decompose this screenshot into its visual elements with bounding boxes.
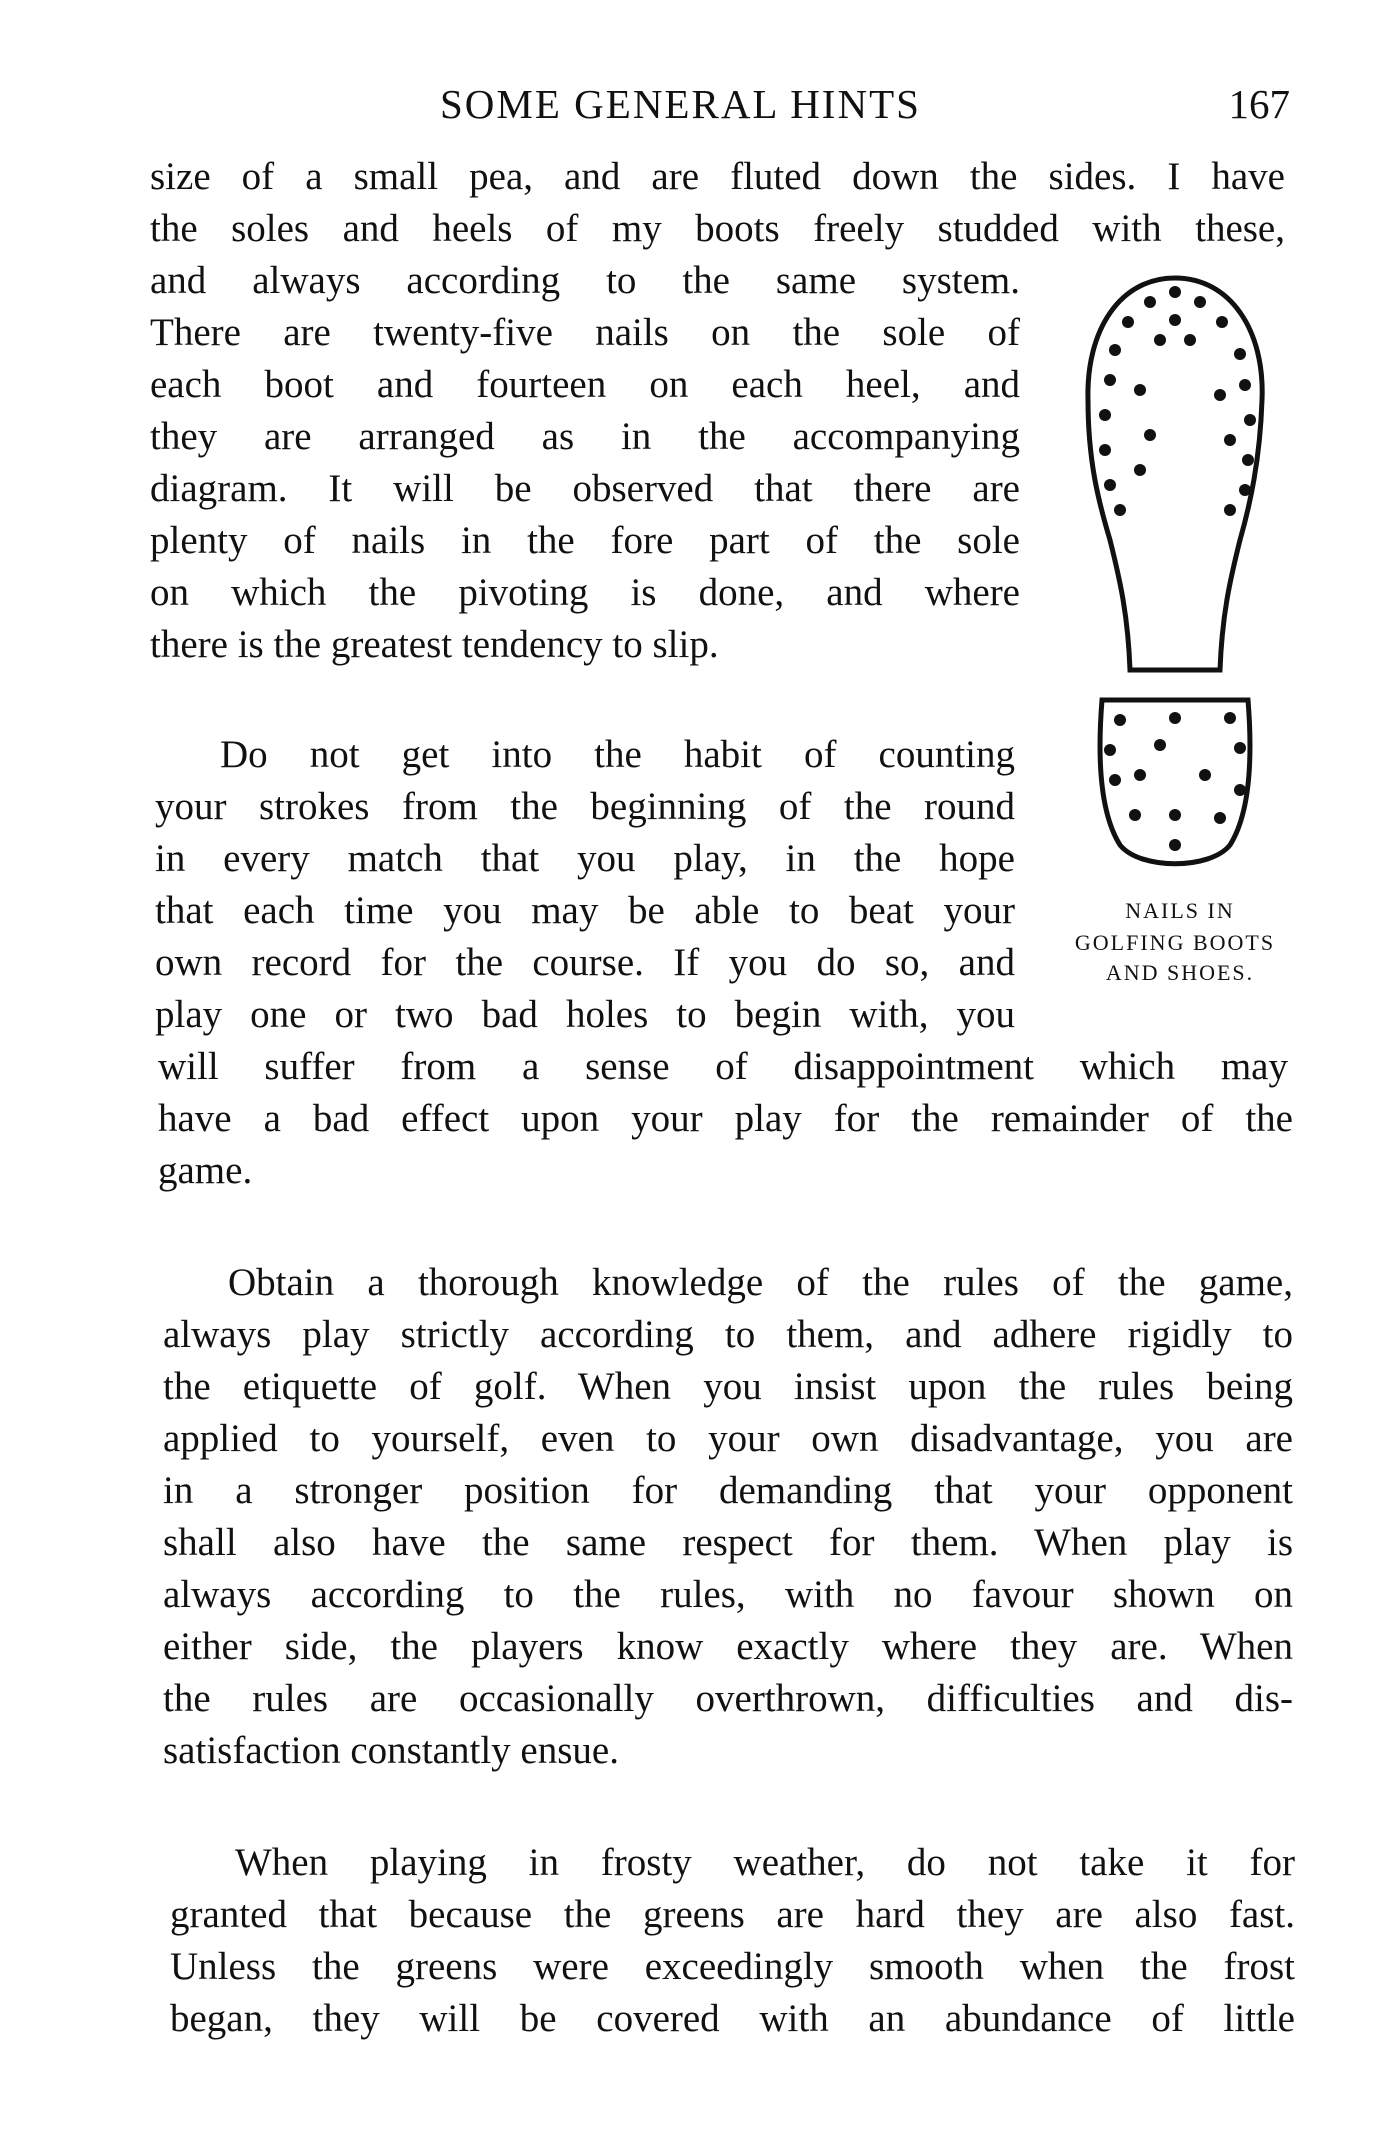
text-line: the soles and heels of my boots freely studded with these, bbox=[150, 207, 1285, 250]
text-line: game. bbox=[158, 1149, 253, 1192]
nail-dot bbox=[1234, 742, 1246, 754]
text-line: each boot and fourteen on each heel, and bbox=[150, 363, 1020, 406]
nail-dot bbox=[1169, 839, 1181, 851]
text-line: there is the greatest tendency to slip. bbox=[150, 623, 719, 666]
text-line: When playing in frosty weather, do not take it for bbox=[235, 1841, 1295, 1884]
nail-dot bbox=[1199, 769, 1211, 781]
sole-outline bbox=[1088, 278, 1262, 670]
nail-dot bbox=[1239, 484, 1251, 496]
text-line: on which the pivoting is done, and where bbox=[150, 571, 1020, 614]
nail-dot bbox=[1134, 769, 1146, 781]
nail-dot bbox=[1214, 812, 1226, 824]
text-line: in every match that you play, in the hope bbox=[155, 837, 1015, 880]
nail-dot bbox=[1099, 409, 1111, 421]
text-line: granted that because the greens are hard they are also fast. bbox=[170, 1893, 1295, 1936]
nail-dot bbox=[1214, 389, 1226, 401]
figure-caption-line: NAILS IN bbox=[1125, 898, 1235, 923]
text-line: your strokes from the beginning of the round bbox=[155, 785, 1015, 828]
text-line: There are twenty-five nails on the sole of bbox=[150, 311, 1020, 354]
boot-sole-diagram bbox=[1080, 270, 1270, 890]
nail-dot bbox=[1234, 784, 1246, 796]
nail-dot bbox=[1134, 464, 1146, 476]
nail-dot bbox=[1154, 739, 1166, 751]
text-line: diagram. It will be observed that there are bbox=[150, 467, 1020, 510]
nail-dot bbox=[1144, 296, 1156, 308]
figure-caption-line: GOLFING BOOTS bbox=[1074, 930, 1276, 955]
nail-dot bbox=[1109, 344, 1121, 356]
text-line: always play strictly according to them, and adhere rigidly to bbox=[163, 1313, 1293, 1356]
text-line: shall also have the same respect for them. When play is bbox=[163, 1521, 1293, 1564]
nail-dot bbox=[1244, 414, 1256, 426]
text-line: the etiquette of golf. When you insist upon the rules being bbox=[163, 1365, 1293, 1408]
nail-dot bbox=[1099, 444, 1111, 456]
nail-dot bbox=[1239, 379, 1251, 391]
text-line: Obtain a thorough knowledge of the rules of the game, bbox=[228, 1261, 1293, 1304]
page-header bbox=[150, 80, 1290, 140]
nail-dot bbox=[1154, 334, 1166, 346]
text-line: the rules are occasionally overthrown, difficulties and dis- bbox=[163, 1677, 1293, 1720]
nail-dot bbox=[1122, 316, 1134, 328]
nail-dot bbox=[1234, 348, 1246, 360]
running-head: SOME GENERAL HINTS bbox=[440, 81, 921, 127]
text-line: satisfaction constantly ensue. bbox=[163, 1729, 619, 1772]
figure-caption-line: AND SHOES. bbox=[1105, 960, 1255, 985]
text-line: in a stronger position for demanding that your opponent bbox=[163, 1469, 1293, 1512]
nail-dot bbox=[1169, 314, 1181, 326]
text-line: will suffer from a sense of disappointment which may bbox=[158, 1045, 1288, 1088]
nail-dot bbox=[1109, 774, 1121, 786]
nail-dot bbox=[1184, 334, 1196, 346]
text-line: play one or two bad holes to begin with, you bbox=[155, 993, 1015, 1036]
text-line: began, they will be covered with an abundance of little bbox=[170, 1997, 1295, 2040]
page-number: 167 bbox=[1228, 81, 1290, 127]
nail-dot bbox=[1242, 454, 1254, 466]
nail-dot bbox=[1224, 434, 1236, 446]
nail-dot bbox=[1194, 296, 1206, 308]
text-line: always according to the rules, with no favour shown on bbox=[163, 1573, 1293, 1616]
nail-dot bbox=[1224, 712, 1236, 724]
text-line: have a bad effect upon your play for the remainder of the bbox=[158, 1097, 1293, 1140]
text-line: and always according to the same system. bbox=[150, 259, 1020, 302]
nail-dot bbox=[1216, 316, 1228, 328]
nail-dot bbox=[1134, 384, 1146, 396]
nail-dot bbox=[1224, 504, 1236, 516]
text-line: Unless the greens were exceedingly smooth when the frost bbox=[170, 1945, 1295, 1988]
text-line: size of a small pea, and are fluted down the sides. I have bbox=[150, 155, 1285, 198]
text-line: own record for the course. If you do so, and bbox=[155, 941, 1015, 984]
nail-dot bbox=[1129, 809, 1141, 821]
nail-dot bbox=[1169, 712, 1181, 724]
nail-dot bbox=[1104, 479, 1116, 491]
text-line: plenty of nails in the fore part of the sole bbox=[150, 519, 1020, 562]
nail-dot bbox=[1144, 429, 1156, 441]
boot-nails-figure bbox=[1050, 270, 1300, 1010]
nail-dot bbox=[1104, 744, 1116, 756]
nail-dot bbox=[1114, 714, 1126, 726]
nail-dot bbox=[1114, 504, 1126, 516]
nail-dot bbox=[1169, 809, 1181, 821]
text-line: Do not get into the habit of counting bbox=[220, 733, 1015, 776]
text-line: they are arranged as in the accompanying bbox=[150, 415, 1020, 458]
nail-dot bbox=[1104, 374, 1116, 386]
text-line: applied to yourself, even to your own disadvantage, you are bbox=[163, 1417, 1293, 1460]
text-line: either side, the players know exactly where they are. When bbox=[163, 1625, 1293, 1668]
text-line: that each time you may be able to beat your bbox=[155, 889, 1015, 932]
nail-dot bbox=[1169, 286, 1181, 298]
